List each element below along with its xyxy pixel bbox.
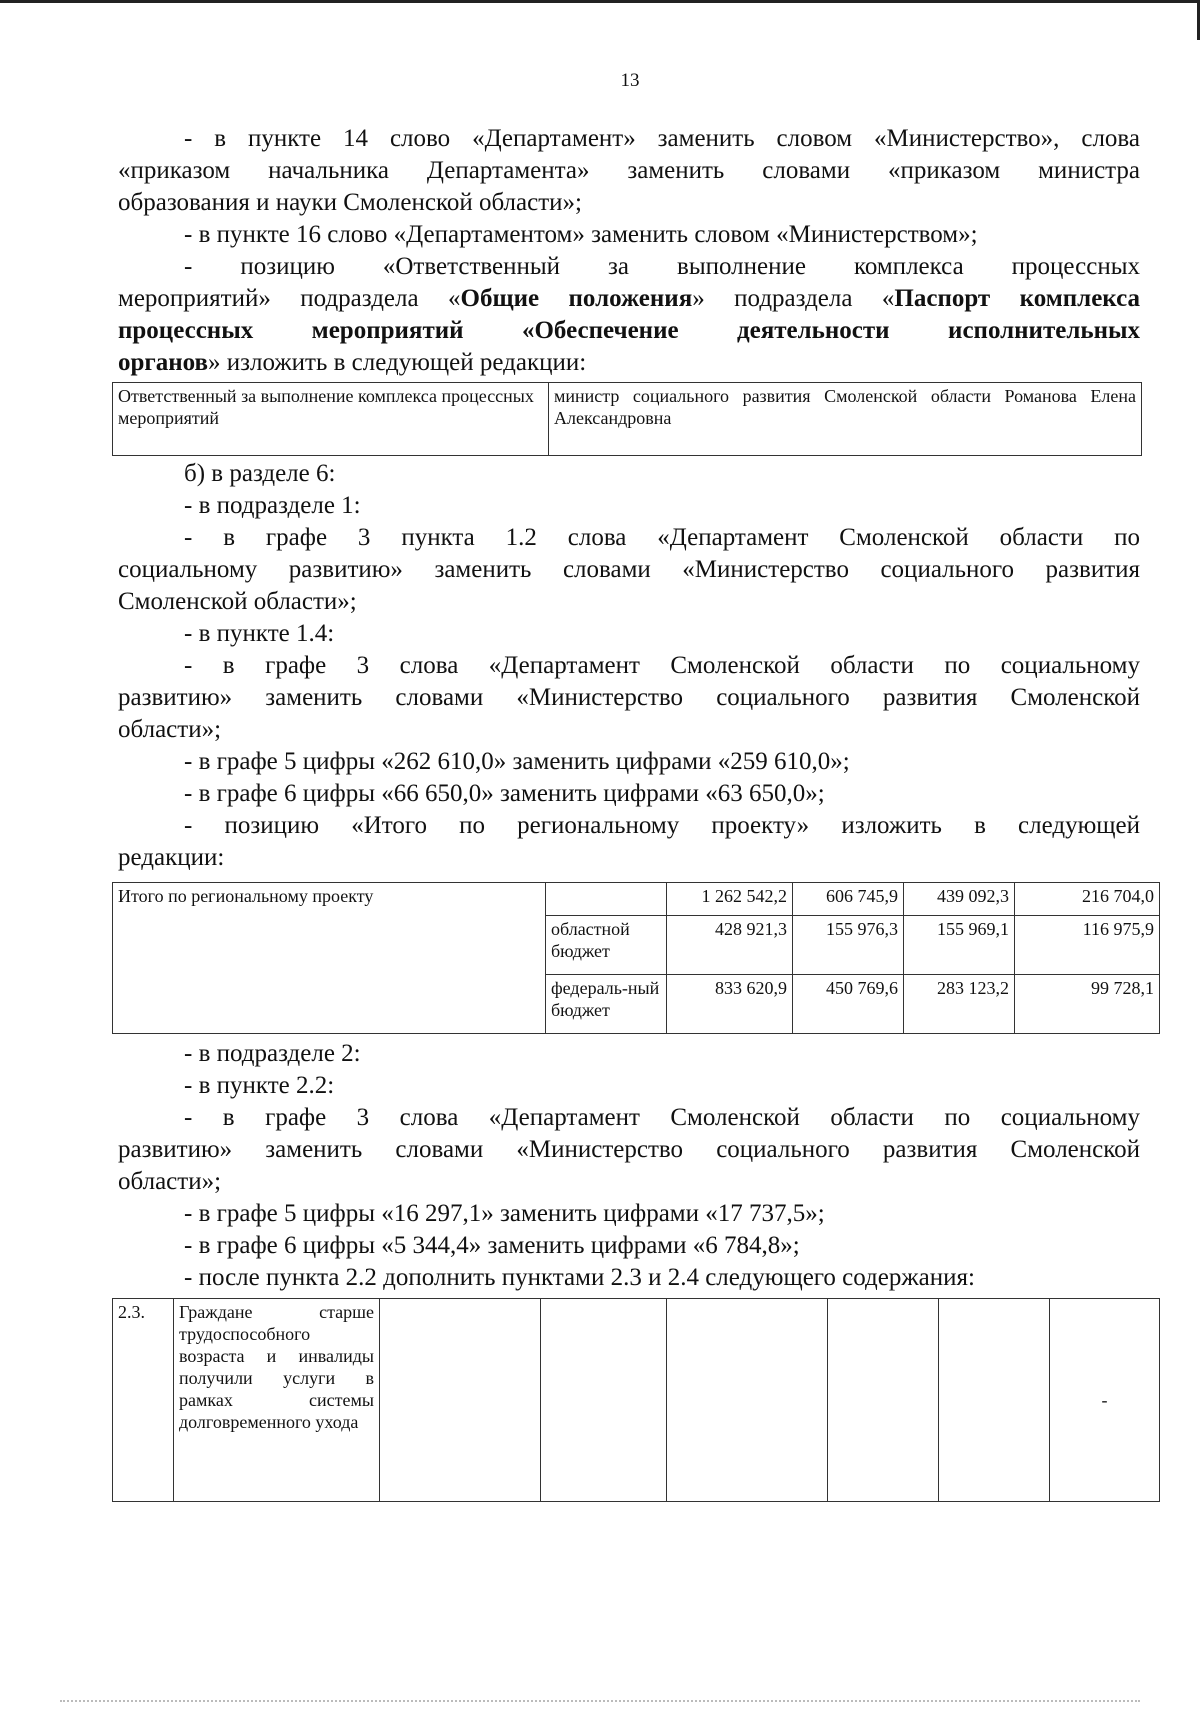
text-line: социальному развитию» заменить словами «Министерство социального развития [118, 556, 1140, 583]
value-cell: 606 745,9 [793, 883, 904, 916]
empty-cell [939, 1299, 1050, 1502]
funding-source: федераль-ный бюджет [546, 974, 667, 1033]
text-line: развитию» заменить словами «Министерство социального развития Смоленской [118, 1136, 1140, 1163]
text-line: мероприятий» подраздела «Общие положения» подраздела «Паспорт комплекса [118, 285, 1140, 312]
item-text: Граждане старше трудоспособного возраста и инвалиды получили услуги в рамках системы долговременного ухода [174, 1299, 380, 1502]
text-line: б) в разделе 6: [184, 460, 336, 487]
text-line: - в пункте 1.4: [184, 620, 335, 647]
text-line: области»; [118, 716, 222, 743]
text-line: Смоленской области»; [118, 588, 357, 615]
text-line: развитию» заменить словами «Министерство социального развития Смоленской [118, 684, 1140, 711]
table-row [113, 1299, 1160, 1502]
responsible-label: Ответственный за выполнение комплекса процессных мероприятий [113, 383, 549, 456]
empty-cell [380, 1299, 541, 1502]
text-line: - в графе 5 цифры «16 297,1» заменить цифрами «17 737,5»; [184, 1200, 825, 1227]
value-cell: 155 976,3 [793, 915, 904, 974]
regional-project-total-table [112, 882, 1160, 1034]
value-cell: 833 620,9 [667, 974, 793, 1033]
mark-cell: - [1050, 1299, 1160, 1502]
value-cell: 1 262 542,2 [667, 883, 793, 916]
value-cell: 439 092,3 [904, 883, 1015, 916]
table-row [113, 883, 1160, 916]
empty-cell [541, 1299, 667, 1502]
text-line: редакции: [118, 844, 225, 871]
text-line: - в графе 3 пункта 1.2 слова «Департамент Смоленской области по [184, 524, 1140, 551]
funding-source [546, 883, 667, 916]
text-line: - в пункте 2.2: [184, 1072, 335, 1099]
responsible-value: министр социального развития Смоленской области Романова Елена Александровна [549, 383, 1142, 456]
text-line: - после пункта 2.2 дополнить пунктами 2.3 и 2.4 следующего содержания: [184, 1264, 975, 1291]
empty-cell [667, 1299, 828, 1502]
text-line: - в графе 5 цифры «262 610,0» заменить цифрами «259 610,0»; [184, 748, 850, 775]
value-cell: 155 969,1 [904, 915, 1015, 974]
text-line: органов» изложить в следующей редакции: [118, 349, 587, 376]
text-line: «приказом начальника Департамента» заменить словами «приказом министра [118, 157, 1140, 184]
value-cell: 450 769,6 [793, 974, 904, 1033]
text-line: - в подразделе 2: [184, 1040, 361, 1067]
scan-footer-noise [60, 1700, 1140, 1702]
text-line: области»; [118, 1168, 222, 1195]
page-number: 13 [620, 70, 640, 91]
value-cell: 116 975,9 [1015, 915, 1160, 974]
funding-source: областной бюджет [546, 915, 667, 974]
new-items-table [112, 1298, 1160, 1502]
text-line: - в графе 6 цифры «5 344,4» заменить цифрами «6 784,8»; [184, 1232, 800, 1259]
text-line: - в пункте 16 слово «Департаментом» заменить словом «Министерством»; [184, 221, 978, 248]
value-cell: 216 704,0 [1015, 883, 1160, 916]
value-cell: 283 123,2 [904, 974, 1015, 1033]
text-line: - в графе 3 слова «Департамент Смоленской области по социальному [184, 652, 1140, 679]
item-number: 2.3. [113, 1299, 174, 1502]
page-top-edge [0, 0, 1200, 3]
text-line: - позицию «Ответственный за выполнение комплекса процессных [184, 253, 1140, 280]
empty-cell [828, 1299, 939, 1502]
text-line: - в пункте 14 слово «Департамент» заменить словом «Министерство», слова [184, 125, 1140, 152]
value-cell: 99 728,1 [1015, 974, 1160, 1033]
responsible-table [112, 382, 1142, 456]
text-line: - в графе 3 слова «Департамент Смоленской области по социальному [184, 1104, 1140, 1131]
text-line: - позицию «Итого по региональному проекту» изложить в следующей [184, 812, 1140, 839]
text-line: образования и науки Смоленской области»; [118, 189, 582, 216]
text-line: - в подразделе 1: [184, 492, 361, 519]
text-line: процессных мероприятий «Обеспечение деятельности исполнительных [118, 317, 1140, 344]
text-line: - в графе 6 цифры «66 650,0» заменить цифрами «63 650,0»; [184, 780, 825, 807]
total-label: Итого по региональному проекту [113, 883, 546, 1034]
value-cell: 428 921,3 [667, 915, 793, 974]
